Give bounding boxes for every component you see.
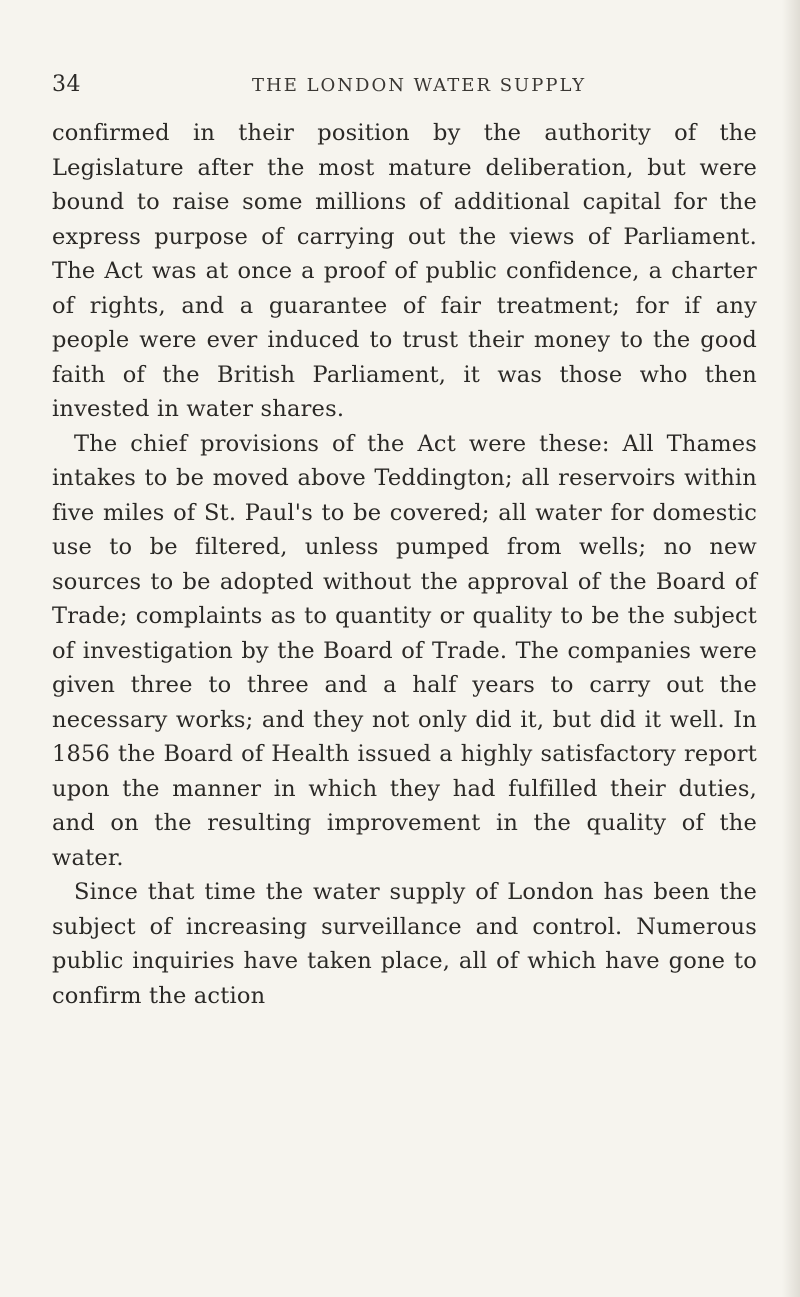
paragraph-2: The chief provisions of the Act were these: All Thames intakes to be moved above Teddington; all reservoirs within five miles of St. Paul's to be covered; all water for domestic use to be filtered, unless pumped from wells; no new sources to be adopted without the approval of the Board of Trade; complaints as to quantity or quality to be the subject of investigation by the Board of Trade. The companies were given three to three and a half years to carry out the necessary works; and they not only did it, but did it well. In 1856 the Board of Health issued a highly satisfactory report upon the manner in which they had fulfilled their duties, and on the resulting improvement in the quality of the water.	[52, 430, 757, 871]
running-head: THE LONDON WATER SUPPLY	[252, 75, 587, 96]
page-header	[52, 72, 742, 106]
paragraph-3: Since that time the water supply of London has been the subject of increasing surveillance and control. Numerous public inquiries have taken place, all of which have gone to confirm the action	[52, 879, 757, 1009]
body-text	[52, 116, 757, 1013]
page-edge-shadow	[782, 0, 800, 1297]
paragraph-1: confirmed in their position by the authority of the Legislature after the most mature deliberation, but were bound to raise some millions of additional capital for the express purpose of carrying out the views of Parliament. The Act was at once a proof of public confidence, a charter of rights, and a guarantee of fair treatment; for if any people were ever induced to trust their money to the good faith of the British Parliament, it was those who then invested in water shares.	[52, 120, 757, 422]
page-number: 34	[52, 72, 81, 97]
